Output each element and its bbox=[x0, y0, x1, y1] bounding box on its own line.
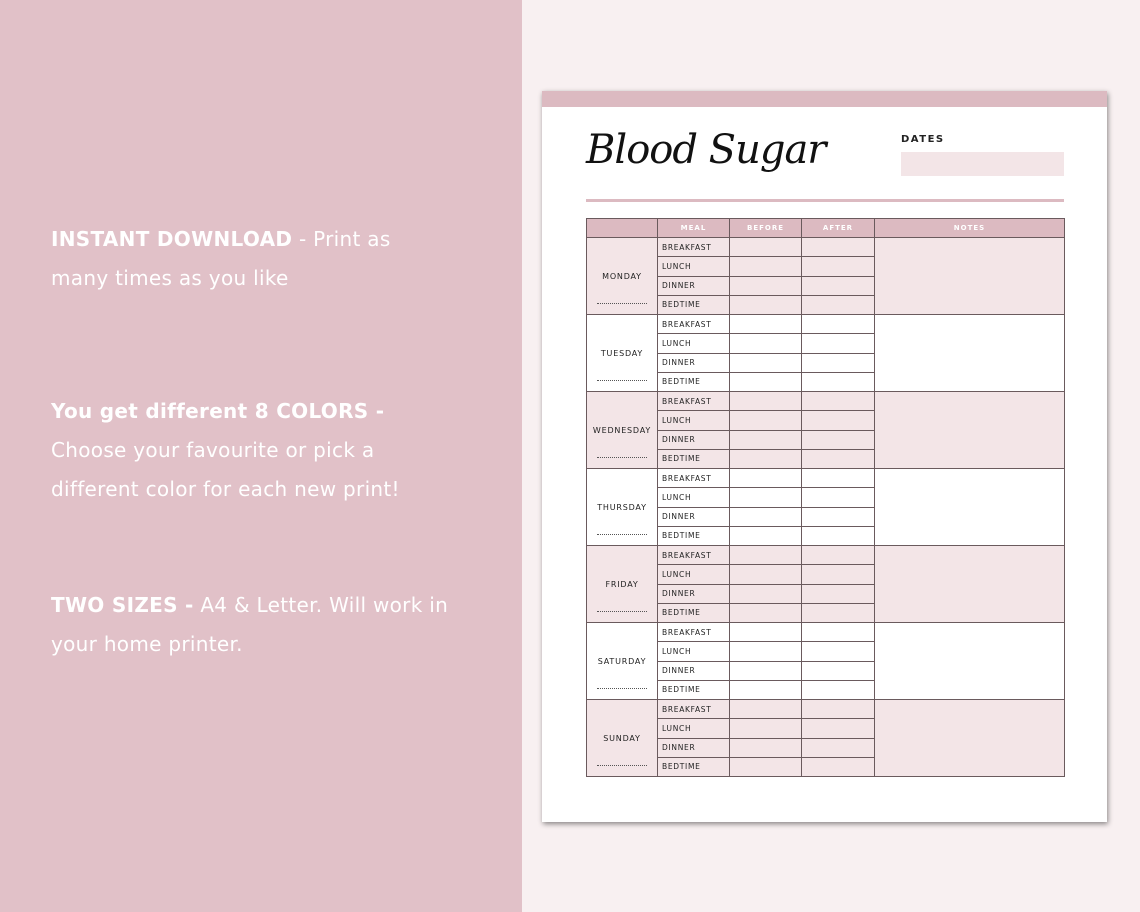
notes-cell[interactable] bbox=[875, 546, 1065, 623]
day-date-line[interactable] bbox=[597, 688, 647, 689]
before-reading-cell[interactable] bbox=[730, 372, 802, 391]
after-reading-cell[interactable] bbox=[802, 603, 875, 622]
meal-label: BEDTIME bbox=[658, 449, 730, 468]
before-reading-cell[interactable] bbox=[730, 411, 802, 430]
after-reading-cell[interactable] bbox=[802, 738, 875, 757]
sheet-top-band bbox=[542, 91, 1107, 107]
day-label: FRIDAY bbox=[605, 579, 639, 589]
meal-label: DINNER bbox=[658, 738, 730, 757]
table-row bbox=[587, 392, 1065, 411]
before-reading-cell[interactable] bbox=[730, 738, 802, 757]
meal-label: DINNER bbox=[658, 661, 730, 680]
meal-label: LUNCH bbox=[658, 488, 730, 507]
before-reading-cell[interactable] bbox=[730, 526, 802, 545]
after-reading-cell[interactable] bbox=[802, 526, 875, 545]
day-cell bbox=[587, 392, 658, 469]
after-reading-cell[interactable] bbox=[802, 295, 875, 314]
before-reading-cell[interactable] bbox=[730, 546, 802, 565]
dates-field[interactable] bbox=[901, 152, 1064, 176]
before-reading-cell[interactable] bbox=[730, 334, 802, 353]
after-reading-cell[interactable] bbox=[802, 238, 875, 257]
meal-label: BEDTIME bbox=[658, 372, 730, 391]
day-date-line[interactable] bbox=[597, 611, 647, 612]
after-reading-cell[interactable] bbox=[802, 392, 875, 411]
day-cell bbox=[587, 546, 658, 623]
log-body bbox=[587, 238, 1065, 777]
meal-label: LUNCH bbox=[658, 257, 730, 276]
day-label: THURSDAY bbox=[597, 502, 647, 512]
after-reading-cell[interactable] bbox=[802, 757, 875, 776]
before-reading-cell[interactable] bbox=[730, 584, 802, 603]
notes-cell[interactable] bbox=[875, 623, 1065, 700]
meal-label: BREAKFAST bbox=[658, 315, 730, 334]
promo-instant-download-heading: INSTANT DOWNLOAD bbox=[51, 227, 293, 251]
column-header-notes: NOTES bbox=[875, 219, 1065, 238]
after-reading-cell[interactable] bbox=[802, 469, 875, 488]
before-reading-cell[interactable] bbox=[730, 507, 802, 526]
promo-instant-download bbox=[51, 220, 451, 298]
after-reading-cell[interactable] bbox=[802, 584, 875, 603]
day-date-line[interactable] bbox=[597, 534, 647, 535]
before-reading-cell[interactable] bbox=[730, 353, 802, 372]
meal-label: BEDTIME bbox=[658, 757, 730, 776]
meal-label: DINNER bbox=[658, 430, 730, 449]
before-reading-cell[interactable] bbox=[730, 642, 802, 661]
column-header-day bbox=[587, 219, 658, 238]
meal-label: BREAKFAST bbox=[658, 546, 730, 565]
after-reading-cell[interactable] bbox=[802, 642, 875, 661]
before-reading-cell[interactable] bbox=[730, 623, 802, 642]
before-reading-cell[interactable] bbox=[730, 757, 802, 776]
before-reading-cell[interactable] bbox=[730, 257, 802, 276]
after-reading-cell[interactable] bbox=[802, 488, 875, 507]
after-reading-cell[interactable] bbox=[802, 315, 875, 334]
meal-label: DINNER bbox=[658, 276, 730, 295]
after-reading-cell[interactable] bbox=[802, 565, 875, 584]
promo-sizes-text: A4 & Letter. Will work in your home printer. bbox=[51, 593, 449, 656]
after-reading-cell[interactable] bbox=[802, 276, 875, 295]
table-row bbox=[587, 238, 1065, 257]
promo-colors bbox=[51, 392, 451, 509]
title-divider bbox=[586, 199, 1064, 202]
meal-label: BREAKFAST bbox=[658, 623, 730, 642]
meal-label: BEDTIME bbox=[658, 295, 730, 314]
before-reading-cell[interactable] bbox=[730, 430, 802, 449]
after-reading-cell[interactable] bbox=[802, 257, 875, 276]
before-reading-cell[interactable] bbox=[730, 315, 802, 334]
after-reading-cell[interactable] bbox=[802, 719, 875, 738]
day-label: MONDAY bbox=[602, 271, 642, 281]
day-cell bbox=[587, 469, 658, 546]
sheet-title: Blood Sugar bbox=[586, 127, 826, 173]
after-reading-cell[interactable] bbox=[802, 411, 875, 430]
notes-cell[interactable] bbox=[875, 700, 1065, 777]
before-reading-cell[interactable] bbox=[730, 392, 802, 411]
meal-label: BEDTIME bbox=[658, 603, 730, 622]
day-cell bbox=[587, 623, 658, 700]
before-reading-cell[interactable] bbox=[730, 469, 802, 488]
meal-label: BREAKFAST bbox=[658, 469, 730, 488]
meal-label: DINNER bbox=[658, 584, 730, 603]
after-reading-cell[interactable] bbox=[802, 449, 875, 468]
day-label: WEDNESDAY bbox=[592, 425, 652, 435]
meal-label: DINNER bbox=[658, 507, 730, 526]
table-row bbox=[587, 469, 1065, 488]
table-row bbox=[587, 315, 1065, 334]
day-cell bbox=[587, 700, 658, 777]
after-reading-cell[interactable] bbox=[802, 353, 875, 372]
day-cell bbox=[587, 315, 658, 392]
before-reading-cell[interactable] bbox=[730, 295, 802, 314]
day-label: SATURDAY bbox=[597, 656, 647, 666]
after-reading-cell[interactable] bbox=[802, 334, 875, 353]
promo-sizes-heading: TWO SIZES - bbox=[51, 593, 194, 617]
column-header-before: BEFORE bbox=[730, 219, 802, 238]
meal-label: LUNCH bbox=[658, 565, 730, 584]
day-label: SUNDAY bbox=[603, 733, 641, 743]
notes-cell[interactable] bbox=[875, 315, 1065, 392]
column-header-meal: MEAL bbox=[658, 219, 730, 238]
meal-label: LUNCH bbox=[658, 642, 730, 661]
table-row bbox=[587, 546, 1065, 565]
day-cell bbox=[587, 238, 658, 315]
before-reading-cell[interactable] bbox=[730, 661, 802, 680]
before-reading-cell[interactable] bbox=[730, 700, 802, 719]
table-header-row bbox=[587, 219, 1065, 238]
before-reading-cell[interactable] bbox=[730, 238, 802, 257]
after-reading-cell[interactable] bbox=[802, 372, 875, 391]
meal-label: DINNER bbox=[658, 353, 730, 372]
meal-label: LUNCH bbox=[658, 411, 730, 430]
notes-cell[interactable] bbox=[875, 469, 1065, 546]
after-reading-cell[interactable] bbox=[802, 680, 875, 699]
before-reading-cell[interactable] bbox=[730, 449, 802, 468]
after-reading-cell[interactable] bbox=[802, 430, 875, 449]
before-reading-cell[interactable] bbox=[730, 565, 802, 584]
after-reading-cell[interactable] bbox=[802, 661, 875, 680]
printable-sheet bbox=[542, 91, 1107, 822]
day-date-line[interactable] bbox=[597, 457, 647, 458]
after-reading-cell[interactable] bbox=[802, 507, 875, 526]
table-row bbox=[587, 623, 1065, 642]
promo-sizes bbox=[51, 586, 451, 664]
blood-sugar-log-table bbox=[586, 218, 1065, 777]
meal-label: BREAKFAST bbox=[658, 238, 730, 257]
after-reading-cell[interactable] bbox=[802, 623, 875, 642]
after-reading-cell[interactable] bbox=[802, 546, 875, 565]
meal-label: BEDTIME bbox=[658, 680, 730, 699]
before-reading-cell[interactable] bbox=[730, 719, 802, 738]
promo-colors-heading: You get different 8 COLORS - bbox=[51, 399, 385, 423]
notes-cell[interactable] bbox=[875, 392, 1065, 469]
promo-colors-text: Choose your favourite or pick a different color for each new print! bbox=[51, 438, 400, 501]
before-reading-cell[interactable] bbox=[730, 680, 802, 699]
meal-label: LUNCH bbox=[658, 719, 730, 738]
meal-label: LUNCH bbox=[658, 334, 730, 353]
notes-cell[interactable] bbox=[875, 238, 1065, 315]
day-date-line[interactable] bbox=[597, 380, 647, 381]
day-date-line[interactable] bbox=[597, 303, 647, 304]
after-reading-cell[interactable] bbox=[802, 700, 875, 719]
before-reading-cell[interactable] bbox=[730, 276, 802, 295]
meal-label: BREAKFAST bbox=[658, 392, 730, 411]
promo-instant-download-text: - Print as many times as you like bbox=[51, 227, 391, 290]
day-date-line[interactable] bbox=[597, 765, 647, 766]
meal-label: BEDTIME bbox=[658, 526, 730, 545]
before-reading-cell[interactable] bbox=[730, 488, 802, 507]
day-label: TUESDAY bbox=[600, 348, 644, 358]
before-reading-cell[interactable] bbox=[730, 603, 802, 622]
meal-label: BREAKFAST bbox=[658, 700, 730, 719]
column-header-after: AFTER bbox=[802, 219, 875, 238]
dates-label: DATES bbox=[901, 134, 945, 145]
table-row bbox=[587, 700, 1065, 719]
left-panel bbox=[0, 0, 522, 912]
